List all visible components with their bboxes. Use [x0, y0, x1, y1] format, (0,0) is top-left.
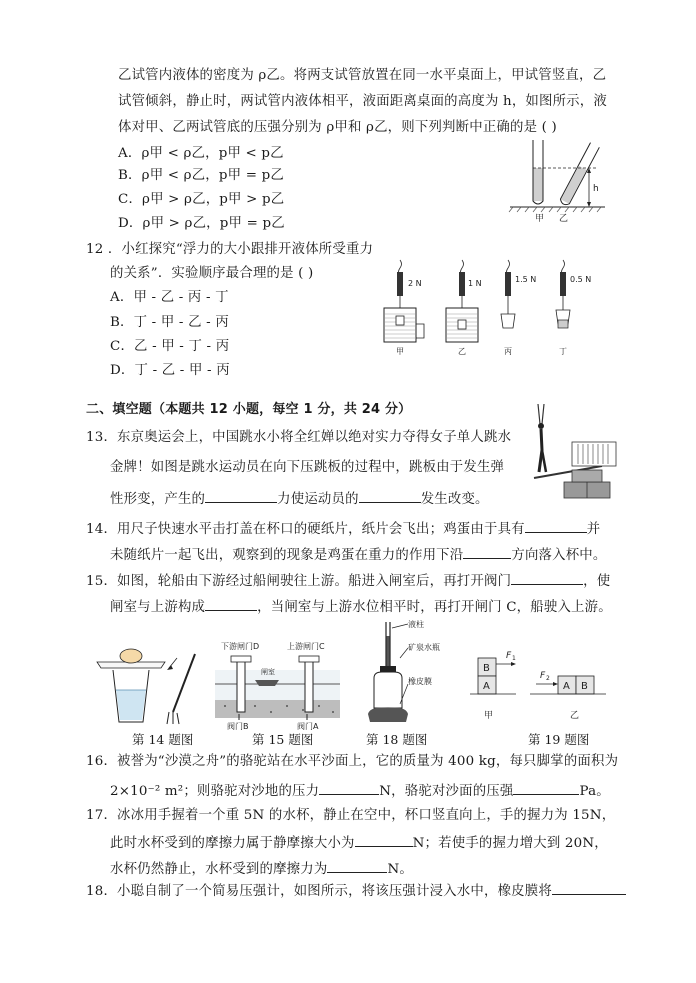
q11-line-3: 体对甲、乙两试管底的压强分别为 ρ甲和 ρ乙，则下列判断中正确的是 ( ) — [118, 120, 557, 135]
q14-text-d: 方向落入杯中。 — [511, 548, 607, 563]
q13-line-1: 13．东京奥运会上，中国跳水小将全红婵以绝对实力夺得女子单人跳水 — [86, 430, 512, 445]
q13-text-a: 性形变，产生的 — [110, 492, 206, 507]
q15-blank-1[interactable] — [511, 570, 583, 585]
q18-text-a: 18．小聪自制了一个简易压强计，如图所示，将该压强计浸入水中，橡皮膜将 — [86, 884, 552, 899]
fig19-yi-label: 乙 — [570, 711, 580, 721]
q11-h-label: h — [593, 184, 599, 194]
q17-text-c: 水杯仍然静止，水杯受到的摩擦力为 — [110, 862, 328, 877]
q11-option-d: D．ρ甲 > ρ乙，p甲 = p乙 — [118, 216, 285, 231]
fig19-jia-label: 甲 — [484, 711, 494, 721]
q17-line-3 — [110, 858, 413, 880]
q15-line-1 — [86, 570, 610, 592]
q11-yi-label: 乙 — [559, 214, 569, 224]
q14-text-b: 并 — [586, 522, 601, 537]
q13-blank-1[interactable] — [205, 488, 277, 503]
fig19-block-b-label: B — [483, 663, 490, 674]
q13-diver-figure — [520, 402, 625, 502]
q15-text-c: 闸室与上游构成 — [110, 600, 206, 615]
q11-line-2: 试管倾斜，静止时，两试管内液体相平，液面距离桌面的高度为 h，如图所示，液 — [118, 94, 607, 109]
q11-line-1: 乙试管内液体的密度为 ρ乙。将两支试管放置在同一水平桌面上，甲试管竖直，乙 — [118, 68, 607, 83]
q12-reading-jia: 2 N — [408, 279, 422, 288]
q11-option-b: B．ρ甲 < ρ乙，p甲 = p乙 — [118, 168, 284, 183]
q16-text-b: N，骆驼对沙面的压强 — [379, 784, 514, 799]
q17-text-a: 此时水杯受到的摩擦力属于静摩擦大小为 — [110, 836, 355, 851]
q13-line-2: 金牌！如图是跳水运动员在向下压跳板的过程中，跳板由于发生弹 — [110, 460, 505, 475]
section2-heading: 二、填空题（本题共 12 小题，每空 1 分，共 24 分） — [86, 402, 412, 417]
fig15-ship-lock — [215, 640, 340, 730]
fig18-pressure-gauge — [360, 618, 460, 728]
q13-line-3 — [110, 488, 489, 510]
q12-label-bing: 丙 — [504, 347, 512, 356]
q12-line-1: 12 ．小红探究“浮力的大小跟排开液体所受重力 — [86, 242, 374, 257]
fig18-caption: 第 18 题图 — [366, 732, 428, 747]
q14-text-a: 14．用尺子快速水平击打盖在杯口的硬纸片，纸片会飞出；鸡蛋由于具有 — [86, 522, 525, 537]
q11-jia-label: 甲 — [535, 214, 545, 224]
q14-line-1 — [86, 518, 600, 540]
q18-blank-1[interactable] — [552, 880, 626, 895]
q12-option-b: B．丁 - 甲 - 乙 - 丙 — [110, 315, 229, 330]
q12-reading-ding: 0.5 N — [570, 275, 592, 284]
q15-text-a: 15．如图，轮船由下游经过船闸驶往上游。船进入闸室后，再打开阀门 — [86, 574, 512, 589]
q15-text-b: ，使 — [583, 574, 611, 589]
q16-line-2 — [110, 780, 610, 802]
q14-blank-2[interactable] — [463, 544, 511, 559]
fig19-f1-label: F — [506, 651, 512, 661]
q17-blank-2[interactable] — [327, 858, 387, 873]
q14-line-2 — [110, 544, 607, 566]
q17-line-1: 17．冰冰用手握着一个重 5N 的水杯，静止在空中，杯口竖直向上，手的握力为 15N， — [86, 808, 616, 823]
q17-line-2 — [110, 832, 608, 854]
fig19-f1-sub: 1 — [512, 655, 516, 662]
q12-option-a: A．甲 - 乙 - 丙 - 丁 — [110, 290, 229, 305]
q12-reading-yi: 1 N — [468, 279, 482, 288]
q16-blank-2[interactable] — [513, 780, 579, 795]
q12-option-c: C．乙 - 甲 - 丁 - 丙 — [110, 339, 230, 354]
fig19-block-b2-label: B — [581, 681, 588, 692]
q11-option-a: A．ρ甲 < ρ乙，p甲 < p乙 — [118, 146, 284, 161]
q16-blank-1[interactable] — [319, 780, 379, 795]
fig19-blocks — [470, 640, 610, 730]
q12-label-ding: 丁 — [559, 347, 567, 356]
q11-test-tube-figure — [505, 135, 625, 225]
fig15-label-gate-c: 上游闸门C — [287, 642, 325, 651]
fig15-label-gate-d: 下游闸门D — [221, 642, 260, 651]
fig15-label-valve-a: 阀门A — [297, 722, 319, 730]
fig18-label-membrane: 橡皮膜 — [408, 677, 432, 686]
fig19-f2-label: F — [540, 671, 546, 681]
q15-line-2 — [110, 596, 612, 618]
q13-text-c: 发生改变。 — [420, 492, 489, 507]
q11-option-c: C．ρ甲 > ρ乙，p甲 > p乙 — [118, 192, 285, 207]
q13-blank-2[interactable] — [359, 488, 421, 503]
q17-blank-1[interactable] — [355, 832, 413, 847]
fig19-f2-sub: 2 — [546, 675, 550, 682]
q12-option-d: D．丁 - 乙 - 甲 - 丙 — [110, 363, 230, 378]
q15-text-d: ，当闸室与上游水位相平时，再打开闸门 C，船驶入上游。 — [257, 600, 612, 615]
q12-reading-bing: 1.5 N — [515, 275, 537, 284]
q14-text-c: 未随纸片一起飞出，观察到的现象是鸡蛋在重力的作用下沿 — [110, 548, 464, 563]
q12-line-2: 的关系”．实验顺序最合理的是 ( ) — [110, 266, 314, 281]
fig14-caption: 第 14 题图 — [132, 732, 194, 747]
q17-text-b: N；若使手的握力增大到 20N， — [412, 836, 608, 851]
fig18-label-liquid-column: 液柱 — [408, 620, 424, 629]
fig18-label-bottle: 矿泉水瓶 — [408, 643, 440, 652]
q15-blank-2[interactable] — [205, 596, 257, 611]
q12-label-jia: 甲 — [396, 347, 404, 356]
q16-text-a: 2×10⁻² m²；则骆驼对沙地的压力 — [110, 784, 320, 799]
q14-blank-1[interactable] — [525, 518, 587, 533]
fig15-label-lock-chamber: 闸室 — [261, 668, 275, 676]
q16-line-1: 16．被誉为“沙漠之舟”的骆驼站在水平沙面上，它的质量为 400 kg，每只脚掌的面积为 — [86, 754, 619, 769]
q13-text-b: 力使运动员的 — [277, 492, 359, 507]
q12-label-yi: 乙 — [458, 347, 466, 356]
fig14-egg-cup — [95, 640, 205, 730]
q12-buoyancy-figure — [378, 258, 603, 358]
fig19-block-a2-label: A — [563, 681, 570, 692]
q16-text-c: Pa。 — [579, 784, 610, 799]
fig15-label-valve-b: 阀门B — [227, 722, 249, 730]
fig19-caption: 第 19 题图 — [528, 732, 590, 747]
q18-line-1 — [86, 880, 626, 902]
fig15-caption: 第 15 题图 — [252, 732, 314, 747]
q17-text-d: N。 — [387, 862, 413, 877]
fig19-block-a-label: A — [483, 681, 490, 692]
